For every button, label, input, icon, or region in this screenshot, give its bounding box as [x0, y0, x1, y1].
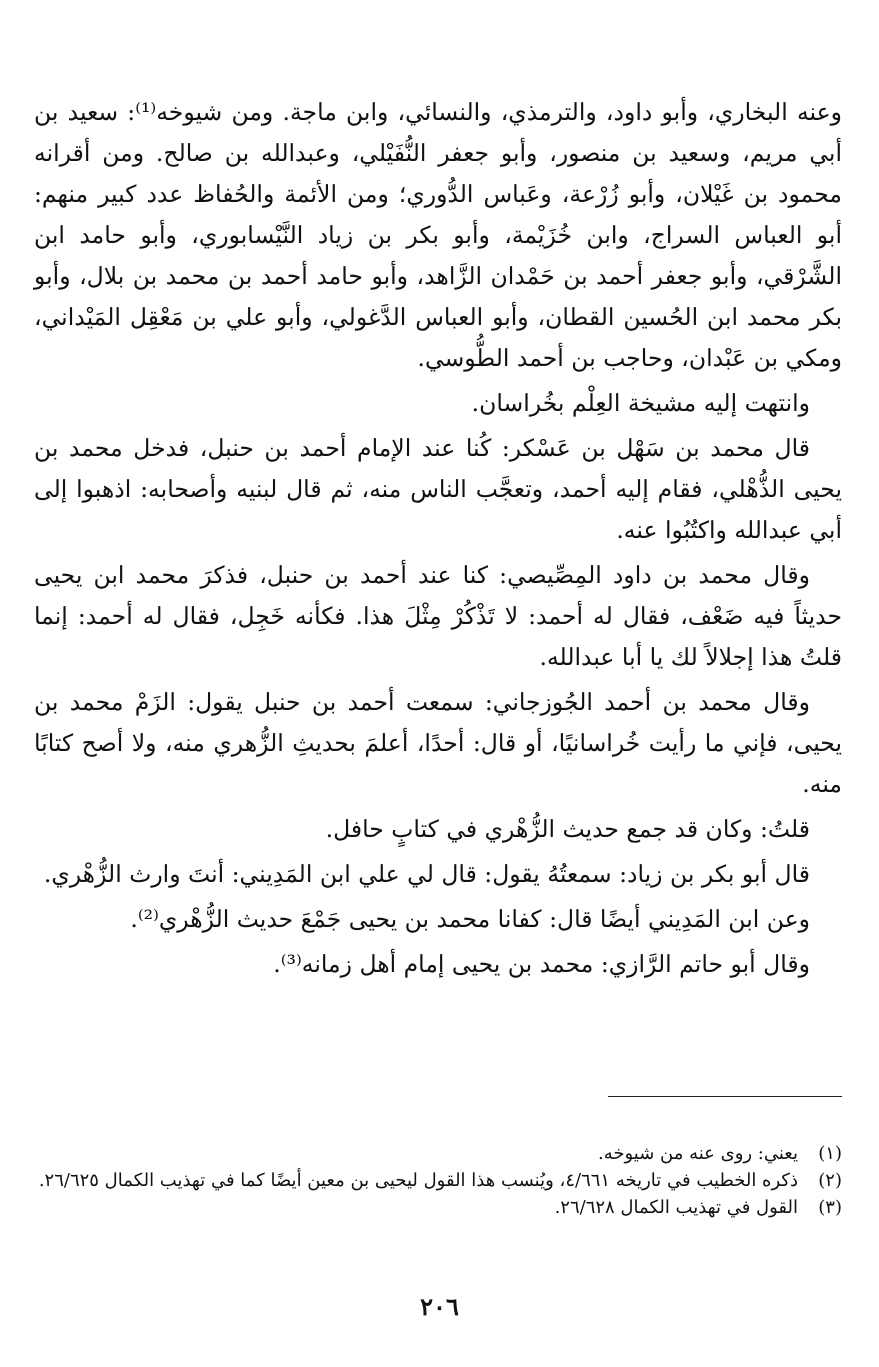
paragraph-ibn-askar: قال محمد بن سَهْل بن عَسْكر: كُنا عند الإمام أحمد بن حنبل، فدخل محمد بن يحيى الذُّهْلي، فقام إليه أحمد، وتعجَّب الناس منه، ثم قال لبنيه وأصحابه: اذهبوا إلى أبي عبدالله واكتُبُوا عنه.: [34, 434, 842, 544]
footnote-number: (٣): [818, 1197, 842, 1218]
paragraph-abu-hatim: وقال أبو حاتم الرَّازي: محمد بن يحيى إمام أهل زمانه⁽³⁾.: [273, 950, 810, 978]
footnote-text: ذكره الخطيب في تاريخه ٤/٦٦١، ويُنسب هذا القول ليحيى بن معين أيضًا كما في تهذيب الكمال ٢٦/٦٢٥.: [38, 1170, 798, 1191]
footnote-text: القول في تهذيب الكمال ٢٦/٦٢٨.: [554, 1197, 798, 1218]
footnote-number: (٢): [818, 1170, 842, 1191]
footnote-divider: [608, 1096, 842, 1097]
footnote-text: يعني: روى عنه من شيوخه.: [597, 1143, 798, 1164]
paragraph-ibn-ziyad: قال أبو بكر بن زياد: سمعتُهُ يقول: قال لي علي ابن المَدِيني: أنتَ وارث الزُّهْري.: [43, 860, 810, 888]
paragraph-students-and-teachers: وعنه البخاري، وأبو داود، والترمذي، والنسائي، وابن ماجة. ومن شيوخه⁽¹⁾: سعيد بن أبي مريم، وسعيد بن منصور، وأبو جعفر النُّفَيْلي، وعبدالله بن صالح. ومن أقرانه محمود بن غَيْلان، وأبو زُرْعة، وعَباس الدُّوري؛ ومن الأئمة والحُفاظ عدد كبير منهم: أبو العباس السراج، وابن خُزَيْمة، وأبو بكر بن زياد النَّيْسابوري، وأبو حامد ابن الشَّرْقي، وأبو جعفر أحمد بن حَمْدان الزَّاهد، وأبو حامد أحمد بن محمد بن بلال، وأبو بكر محمد ابن الحُسين القطان، وأبو العباس الدَّغولي، وأبو علي بن مَعْقِل المَيْداني، ومكي بن عَبْدان، وحاجب بن أحمد الطُّوسي.: [34, 98, 843, 372]
paragraph-author-note: قلتُ: وكان قد جمع حديث الزُّهْري في كتابٍ حافل.: [325, 815, 810, 843]
main-text: [34, 92, 842, 989]
paragraph-al-juzjani: وقال محمد بن أحمد الجُوزجاني: سمعت أحمد بن حنبل يقول: الزَمْ محمد بن يحيى، فإني ما رأيت خُراسانيًا، أو قال: أحدًا، أعلمَ بحديثِ الزُّهري منه، ولا أصح كتابًا منه.: [34, 688, 842, 798]
page-number: ٢٠٦: [420, 1292, 459, 1321]
paragraph-ibn-al-madini: وعن ابن المَدِيني أيضًا قال: كفانا محمد بن يحيى جَمْعَ حديث الزُّهْري⁽²⁾.: [130, 905, 810, 933]
paragraph-al-missisi: وقال محمد بن داود المِصِّيصي: كنا عند أحمد بن حنبل، فذكرَ محمد ابن يحيى حديثاً فيه ضَعْف، فقال له أحمد: لا تَذْكُرْ مِثْلَ هذا. فكأنه خَجِل، فقال له أحمد: إنما قلتُ هذا إجلالاً لك يا أبا عبدالله.: [34, 561, 842, 671]
footnote-item: [34, 1194, 842, 1221]
paragraph-khurasan: وانتهت إليه مشيخة العِلْم بخُراسان.: [471, 389, 810, 417]
footnote-number: (١): [818, 1143, 842, 1164]
footnote-item: [34, 1167, 842, 1194]
footnotes: [34, 1140, 842, 1221]
footnote-item: [34, 1140, 842, 1167]
